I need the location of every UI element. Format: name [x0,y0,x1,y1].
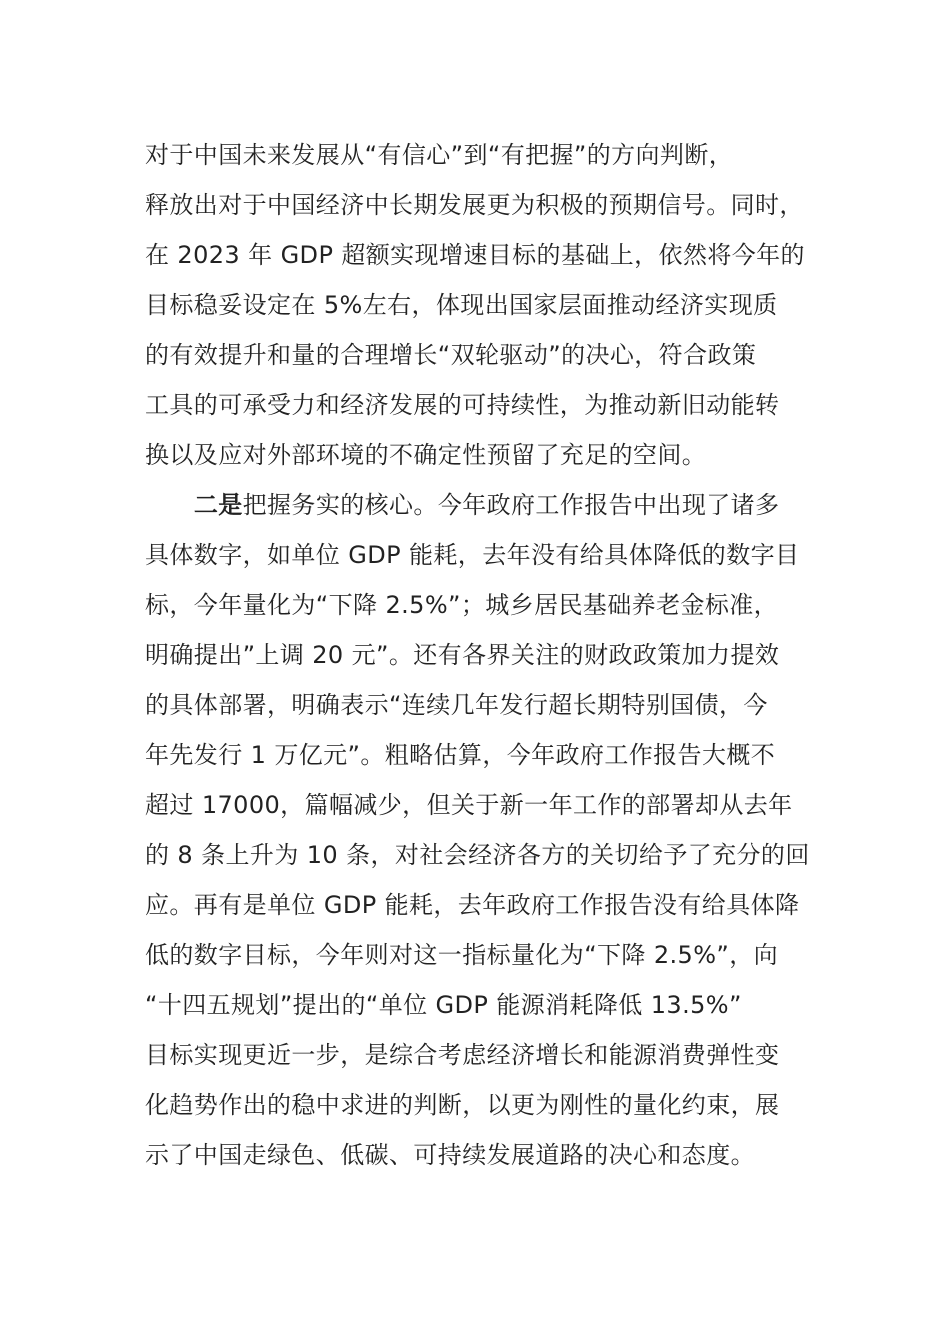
text-line: 示了中国走绿色、低碳、可持续发展道路的决心和态度。 [145,1141,755,1169]
text-line: 应。再有是单位 GDP 能耗，去年政府工作报告没有给具体降 [145,891,800,919]
text-line: 标，今年量化为“下降 2.5%”；城乡居民基础养老金标准， [145,591,779,619]
text-line: “十四五规划”提出的“单位 GDP 能源消耗降低 13.5%” [145,991,742,1019]
text-line: 对于中国未来发展从“有信心”到“有把握”的方向判断， [145,141,734,169]
text-line-rest: 把握务实的核心。今年政府工作报告中出现了诸多 [242,491,780,519]
text-line: 年先发行 1 万亿元”。粗略估算，今年政府工作报告大概不 [145,741,776,769]
text-line: 的 8 条上升为 10 条，对社会经济各方的关切给予了充分的回 [145,841,810,869]
paragraph-first-line [145,480,810,530]
text-line: 在 2023 年 GDP 超额实现增速目标的基础上，依然将今年的 [145,241,805,269]
text-line: 具体数字，如单位 GDP 能耗，去年没有给具体降低的数字目 [145,541,800,569]
text-line: 工具的可承受力和经济发展的可持续性，为推动新旧动能转 [145,391,780,419]
text-line: 的具体部署，明确表示“连续几年发行超长期特别国债，今 [145,691,768,719]
bold-lead-text: 二是 [193,491,243,519]
text-line: 的有效提升和量的合理增长“双轮驱动”的决心，符合政策 [145,341,757,369]
text-line: 目标实现更近一步，是综合考虑经济增长和能源消费弹性变 [145,1041,780,1069]
text-line: 低的数字目标，今年则对这一指标量化为“下降 2.5%”，向 [145,941,779,969]
text-line: 超过 17000，篇幅减少，但关于新一年工作的部署却从去年 [145,791,793,819]
text-line: 目标稳妥设定在 5%左右，体现出国家层面推动经济实现质 [145,291,778,319]
text-line: 释放出对于中国经济中长期发展更为积极的预期信号。同时， [145,191,804,219]
text-line: 明确提出”上调 20 元”。还有各界关注的财政政策加力提效 [145,641,780,669]
text-line: 化趋势作出的稳中求进的判断，以更为刚性的量化约束，展 [145,1091,780,1119]
document-body [145,130,810,1180]
text-line: 换以及应对外部环境的不确定性预留了充足的空间。 [145,441,707,469]
indent [145,491,194,519]
